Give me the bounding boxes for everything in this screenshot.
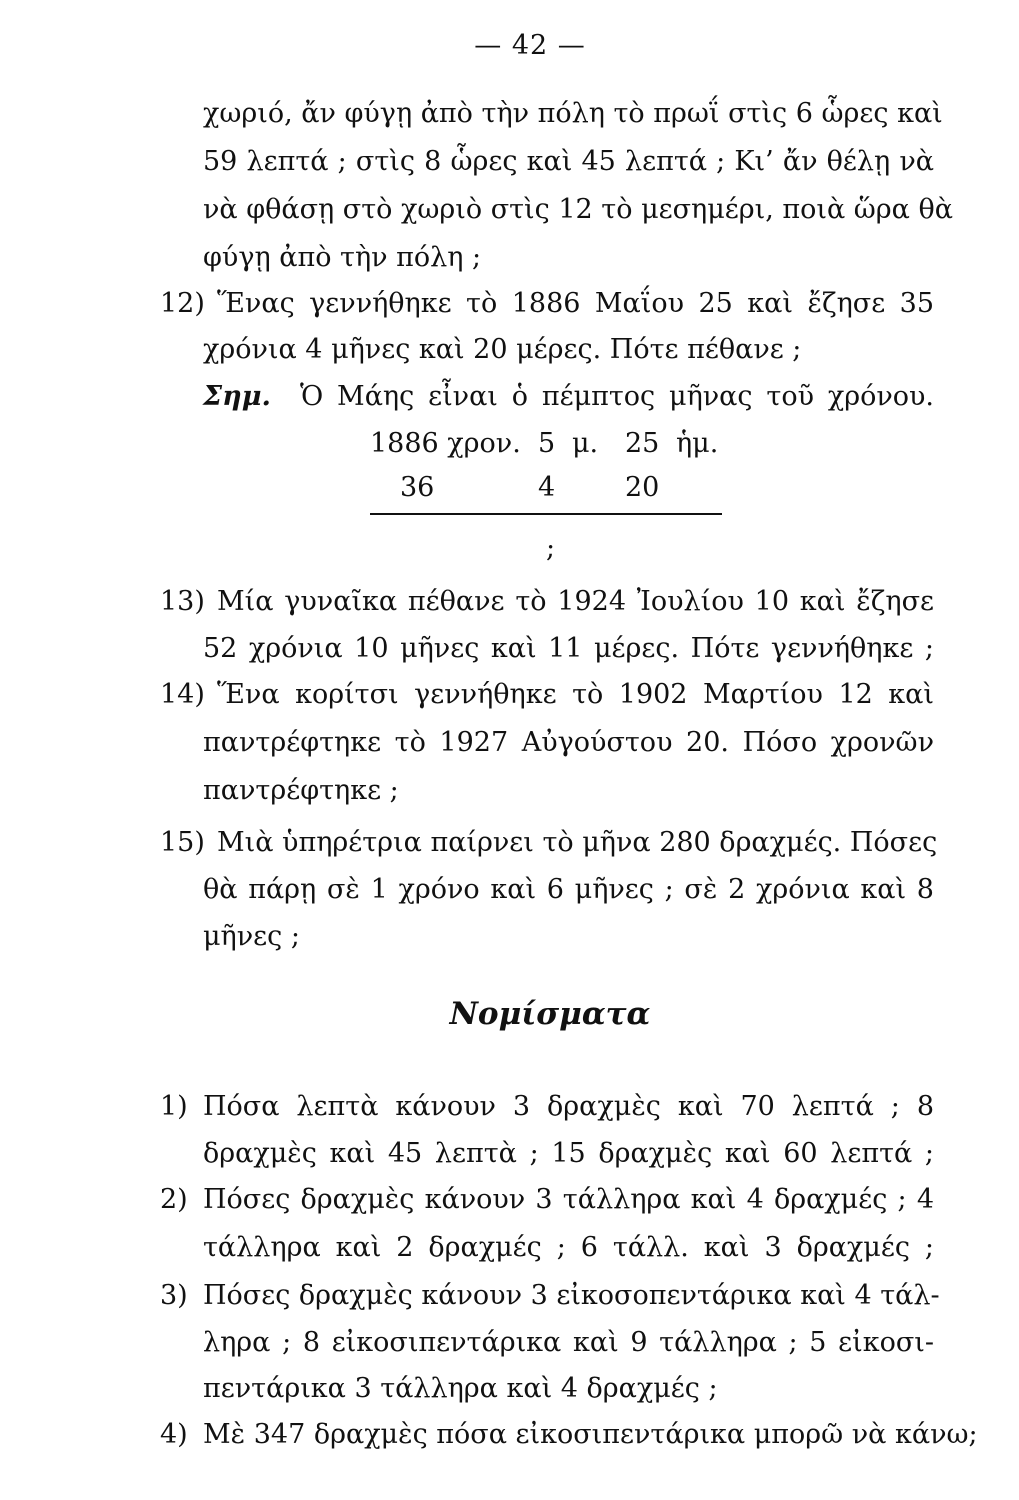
- paragraph-line: χωριό, ἄν φύγῃ ἀπὸ τὴν πόλη τὸ πρωΐ στὶς 6 ὧρες καὶ: [203, 98, 943, 129]
- paragraph-line: Μιὰ ὑπηρέτρια παίρνει τὸ μῆνα 280 δραχμές. Πόσες: [217, 827, 938, 858]
- paragraph-line: παντρέφτηκε ;: [203, 775, 399, 806]
- paragraph-line: Ἕνα κορίτσι γεννήθηκε τὸ 1902 Μαρτίου 12 καὶ: [217, 679, 934, 710]
- paragraph-line: Πόσες δραχμὲς κάνουν 3 εἰκοσοπεντάρικα καὶ 4 τάλ-: [203, 1280, 940, 1311]
- paragraph-line: 59 λεπτά ; στὶς 8 ὧρες καὶ 45 λεπτά ; Κι’ ἄν θέλῃ νὰ: [203, 146, 934, 177]
- paragraph-line: ληρα ; 8 εἰκοσιπεντάρικα καὶ 9 τάλληρα ; 5 εἰκοσι-: [203, 1327, 934, 1358]
- exercise-number: 4): [160, 1419, 188, 1450]
- section-heading: Νομίσματα: [449, 996, 651, 1032]
- calc-months: 5: [538, 428, 556, 459]
- calc-rule: [370, 513, 722, 515]
- exercise-number: 1): [160, 1091, 188, 1122]
- exercise-number: 3): [160, 1280, 188, 1311]
- paragraph-line: μῆνες ;: [203, 921, 300, 952]
- paragraph-line: χρόνια 4 μῆνες καὶ 20 μέρες. Πότε πέθανε ;: [203, 334, 802, 365]
- calc-days: 25: [625, 428, 660, 459]
- paragraph-line: φύγῃ ἀπὸ τὴν πόλη ;: [203, 242, 482, 273]
- paragraph-line: 52 χρόνια 10 μῆνες καὶ 11 μέρες. Πότε γεννήθηκε ;: [203, 633, 934, 664]
- calc-days-unit: ἡμ.: [676, 428, 719, 459]
- exercise-number: 13): [160, 586, 205, 617]
- calc-months-lived: 4: [538, 472, 556, 503]
- paragraph-line: Μία γυναῖκα πέθανε τὸ 1924 Ἰουλίου 10 καὶ ἔζησε: [217, 586, 934, 617]
- page-number: — 42 —: [474, 30, 586, 61]
- paragraph-line: θὰ πάρῃ σὲ 1 χρόνο καὶ 6 μῆνες ; σὲ 2 χρόνια καὶ 8: [203, 874, 934, 905]
- calc-years-lived: 36: [400, 472, 435, 503]
- calc-months-unit: μ.: [572, 428, 599, 459]
- calc-days-lived: 20: [625, 472, 660, 503]
- exercise-number: 12): [160, 288, 205, 319]
- paragraph-line: νὰ φθάσῃ στὸ χωριὸ στὶς 12 τὸ μεσημέρι, ποιὰ ὥρα θὰ: [203, 194, 953, 225]
- paragraph-line: Πόσες δραχμὲς κάνουν 3 τάλληρα καὶ 4 δραχμές ; 4: [203, 1184, 934, 1215]
- paragraph-line: Πόσα λεπτὰ κάνουν 3 δραχμὲς καὶ 70 λεπτά ; 8: [203, 1091, 934, 1122]
- paragraph-line: πεντάρικα 3 τάλληρα καὶ 4 δραχμές ;: [203, 1373, 718, 1404]
- paragraph-line: Ἕνας γεννήθηκε τὸ 1886 Μαΐου 25 καὶ ἔζησε 35: [217, 288, 934, 319]
- calc-result: ;: [546, 533, 556, 564]
- calc-year: 1886 χρον.: [370, 428, 521, 459]
- exercise-number: 2): [160, 1184, 188, 1215]
- paragraph-line: τάλληρα καὶ 2 δραχμές ; 6 τάλλ. καὶ 3 δραχμές ;: [203, 1232, 934, 1263]
- paragraph-line: Μὲ 347 δραχμὲς πόσα εἰκοσιπεντάρικα μπορῶ νὰ κάνω;: [203, 1419, 978, 1450]
- note-label: Σημ.: [203, 381, 271, 412]
- paragraph-line: παντρέφτηκε τὸ 1927 Αὐγούστου 20. Πόσο χρονῶν: [203, 727, 934, 758]
- exercise-number: 15): [160, 827, 205, 858]
- note-text: Ὁ Μάης εἶναι ὁ πέμπτος μῆνας τοῦ χρόνου.: [300, 381, 934, 412]
- paragraph-line: δραχμὲς καὶ 45 λεπτὰ ; 15 δραχμὲς καὶ 60 λεπτά ;: [203, 1138, 934, 1169]
- exercise-number: 14): [160, 679, 205, 710]
